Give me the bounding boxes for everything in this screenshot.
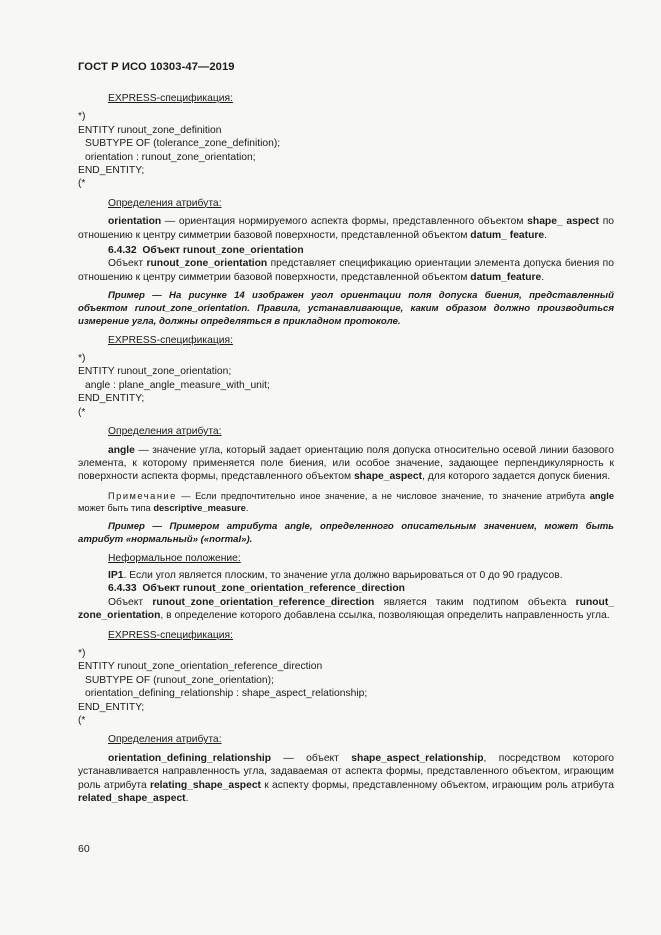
attr-definition (78, 752, 614, 806)
code-line: END_ENTITY; (78, 165, 145, 177)
section-intro (78, 596, 614, 623)
informal-heading: Неформальное положение: (108, 552, 241, 564)
note-ref: descriptive_measure (153, 503, 246, 514)
code-line: END_ENTITY; (78, 393, 145, 405)
section-title-word: Объект (142, 583, 181, 595)
express-heading: EXPRESS-спецификация: (108, 629, 233, 641)
attr-ref: datum_ feature (470, 229, 545, 241)
attr-text: по отношению к центру симметрии базовой поверхности, представленной объектом (78, 216, 615, 241)
code-line: *) (78, 111, 86, 123)
attr-term: orientation_defining_relationship (108, 752, 272, 764)
code-line: *) (78, 353, 86, 365)
attr-term: orientation (108, 216, 162, 228)
intro-text: представляет спецификацию ориентации элемента допуска биения по отношению к центру симметрии базовой поверхности, представленной объектом (78, 258, 614, 283)
attr-text: , для которого задается допуск биения. (422, 471, 611, 483)
code-line: ENTITY runout_zone_orientation_reference_direction (78, 661, 323, 673)
attr-heading: Определения атрибута: (108, 426, 222, 438)
code-line: SUBTYPE OF (runout_zone_orientation); (85, 674, 274, 686)
ip-label: IP1 (108, 569, 124, 581)
intro-ref: datum_feature (470, 271, 542, 283)
section-title-word: Объект (142, 245, 181, 257)
code-line: ENTITY runout_zone_definition (78, 124, 222, 136)
code-line: orientation_defining_relationship : shape_aspect_relationship; (85, 688, 368, 700)
note-paragraph (78, 490, 614, 515)
section-title-name: runout_zone_orientation_reference_direction (182, 583, 405, 595)
ip-text: . Если угол является плоским, то значение угла должно варьироваться от 0 до 90 градусов. (123, 569, 563, 581)
intro-text: является таким подтипом объекта (374, 596, 576, 608)
code-line: (* (78, 406, 86, 418)
attr-text: , посредством которого устанавливается направленность угла, задаваемая от аспекта формы, представленного объектом, играющим роль атрибута (78, 752, 615, 791)
note-text: . (245, 503, 249, 514)
section-title-name: runout_zone_orientation (182, 245, 304, 257)
code-block (78, 352, 614, 419)
note-label: Примечание (108, 490, 177, 501)
section-number: 6.4.32 (108, 245, 137, 257)
intro-text: . (541, 271, 545, 283)
page-header: ГОСТ Р ИСО 10303-47—2019 (78, 61, 235, 73)
code-line: angle : plane_angle_measure_with_unit; (85, 379, 270, 391)
attr-definition (78, 215, 614, 242)
code-line: orientation : runout_zone_orientation; (85, 151, 256, 163)
note-term: angle (589, 490, 614, 501)
note-text: — Если предпочтительно иное значение, а не числовое значение, то значение атрибута (176, 490, 590, 501)
code-line: *) (78, 647, 86, 659)
code-block (78, 110, 614, 190)
intro-name: runout_zone_orientation (146, 258, 268, 270)
page-content (78, 90, 614, 805)
attr-ref: shape_aspect_relationship (351, 752, 484, 764)
attr-term: angle (108, 444, 135, 456)
note-text: может быть типа (78, 503, 154, 514)
code-line: ENTITY runout_zone_orientation; (78, 366, 232, 378)
informal-proposition (78, 569, 614, 582)
attr-ref: related_shape_aspect (78, 793, 186, 805)
example-paragraph: Пример — На рисунке 14 изображен угол ориентации поля допуска биения, представленный объектом runout_zone_orientation. Правила, устанавливающие, каким образом должно производиться измерение угла, должны определяться в прикладном протоколе. (78, 290, 614, 327)
attr-ref: relating_shape_aspect (149, 779, 261, 791)
attr-ref: shape_aspect (353, 471, 423, 483)
section-heading (78, 582, 614, 595)
section-intro (78, 257, 614, 284)
code-block (78, 647, 614, 727)
attr-text: — объект (271, 752, 352, 764)
section-heading (78, 244, 614, 257)
section-number: 6.4.33 (108, 583, 137, 595)
code-line: SUBTYPE OF (tolerance_zone_definition); (85, 138, 281, 150)
attr-heading: Определения атрибута: (108, 734, 222, 746)
attr-ref: shape_ aspect (527, 216, 599, 228)
example-paragraph: Пример — Примером атрибута angle, определенного описательным значением, может быть атрибут «нормальный» («normal»). (78, 520, 614, 545)
attr-text: . (185, 793, 189, 805)
express-heading: EXPRESS-спецификация: (108, 334, 233, 346)
code-line: END_ENTITY; (78, 701, 145, 713)
code-line: (* (78, 178, 86, 190)
code-line: (* (78, 714, 86, 726)
attr-text: к аспекту формы, представленному объектом, играющим роль атрибута (260, 779, 614, 791)
intro-name: runout_zone_orientation_reference_direction (152, 596, 375, 608)
attr-text: — ориентация нормируемого аспекта формы, представленного объектом (161, 216, 528, 228)
intro-text: , в определение которого добавлена ссылка, позволяющая определить направленность угла. (160, 610, 610, 622)
attr-heading: Определения атрибута: (108, 197, 222, 209)
express-heading: EXPRESS-спецификация: (108, 93, 233, 104)
attr-text: . (544, 229, 547, 241)
intro-text: Объект (108, 596, 153, 608)
attr-text: — значение угла, который задает ориентацию поля допуска относительно осевой линии базового элемента, к которому применяется поле биения, или особое значение, задающее перпендикулярность к поверхности аспекта формы, представленного объектом (78, 444, 614, 483)
intro-ref: runout_ zone_orientation (78, 596, 614, 622)
attr-definition (78, 444, 614, 484)
page-number: 60 (78, 843, 90, 855)
intro-text: Объект (108, 258, 147, 270)
